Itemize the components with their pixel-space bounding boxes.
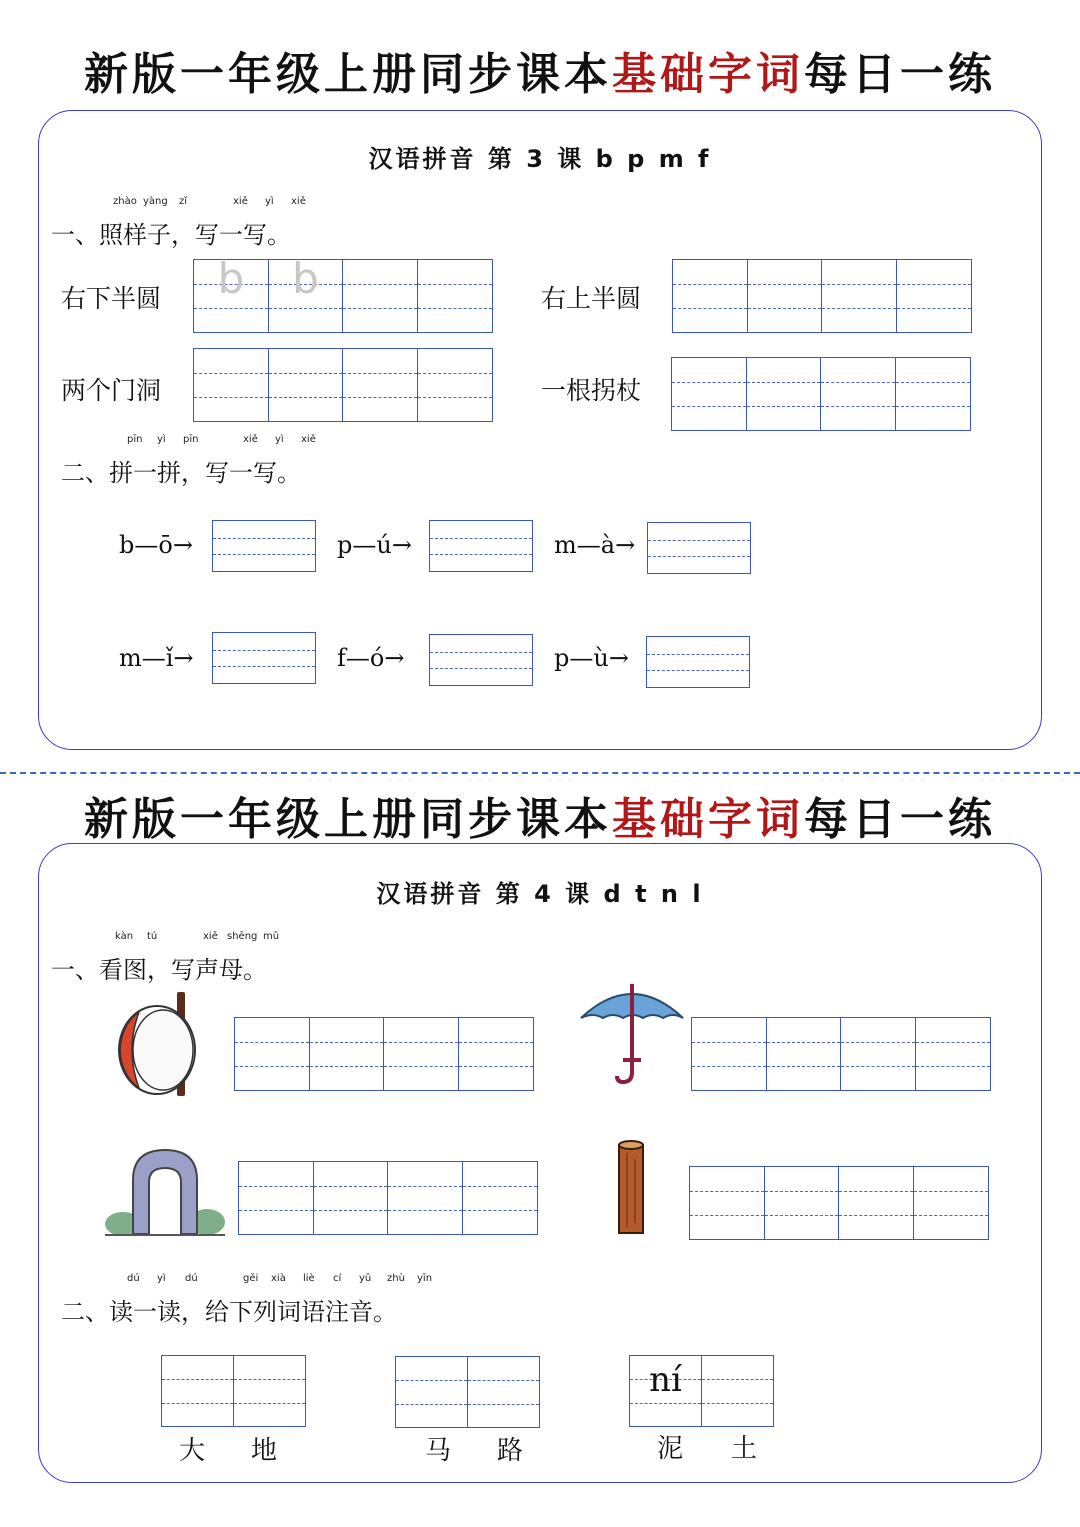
- banner-title-top: [0, 38, 1080, 102]
- answer-box[interactable]: [429, 634, 533, 686]
- writing-cell[interactable]: [193, 259, 269, 333]
- banner-highlight: 基础字词: [612, 49, 804, 100]
- pinyin-label: zhù: [387, 1273, 405, 1284]
- writing-cell[interactable]: [746, 357, 821, 431]
- pinyin-label: xiě: [233, 196, 248, 207]
- pinyin-box[interactable]: [395, 1356, 468, 1428]
- drum-image: [115, 990, 205, 1100]
- answer-box[interactable]: [212, 632, 316, 684]
- pinyin-label: yì: [157, 1273, 166, 1284]
- lesson4-section1-heading: [51, 931, 280, 985]
- pinyin-label: pīn: [127, 434, 143, 445]
- writing-cell[interactable]: [238, 1161, 314, 1235]
- writing-cell[interactable]: [462, 1161, 538, 1235]
- writing-cell[interactable]: [913, 1166, 989, 1240]
- writing-cell[interactable]: [895, 357, 971, 431]
- lesson3-card: [38, 110, 1042, 750]
- writing-cell[interactable]: [268, 259, 343, 333]
- pinyin-label: xià: [271, 1273, 286, 1284]
- spelling-expression: m—à→: [554, 531, 636, 559]
- word-char: 马: [425, 1436, 452, 1466]
- stroke-label: 右下半圆: [61, 284, 162, 313]
- writing-cell[interactable]: [896, 259, 972, 333]
- answer-box[interactable]: [647, 522, 751, 574]
- pinyin-label: xiě: [203, 931, 218, 942]
- pinyin-box[interactable]: [161, 1355, 234, 1427]
- writing-cell[interactable]: [915, 1017, 991, 1091]
- writing-cell[interactable]: [417, 348, 493, 422]
- pinyin-label: yì: [275, 434, 284, 445]
- pinyin-label: yì: [157, 434, 166, 445]
- writing-cell[interactable]: [383, 1017, 459, 1091]
- writing-cell[interactable]: [268, 348, 343, 422]
- banner-prefix: 新版一年级上册同步课本: [84, 49, 612, 100]
- lesson4-section2-heading: [61, 1273, 433, 1327]
- stroke-label: 右上半圆: [541, 284, 642, 313]
- pinyin-label: yì: [265, 196, 274, 207]
- writing-cell[interactable]: [764, 1166, 839, 1240]
- spelling-expression: f—ó→: [337, 644, 405, 672]
- pinyin-label: kàn: [115, 931, 134, 942]
- word-char: 泥: [657, 1434, 684, 1464]
- pinyin-answer: ní: [649, 1360, 682, 1400]
- banner-suffix: 每日一练: [804, 49, 996, 100]
- pinyin-label: cí: [333, 1273, 342, 1284]
- writing-cell[interactable]: [820, 357, 896, 431]
- answer-box[interactable]: [429, 520, 533, 572]
- arch-gate-image: [99, 1146, 229, 1240]
- section2-text: 二、拼一拼，写一写。: [61, 459, 301, 487]
- writing-cell[interactable]: [691, 1017, 767, 1091]
- banner-suffix: 每日一练: [804, 794, 996, 845]
- pinyin-label: xiě: [301, 434, 316, 445]
- lesson4-card: [38, 843, 1042, 1483]
- sample-letter: b: [217, 259, 245, 303]
- writing-cell[interactable]: [313, 1161, 388, 1235]
- writing-cell[interactable]: [193, 348, 269, 422]
- lesson4-title: 汉语拼音 第 4 课 d t n l: [376, 880, 704, 908]
- lesson3-title: 汉语拼音 第 3 课 b p m f: [368, 145, 712, 173]
- writing-cell[interactable]: [387, 1161, 463, 1235]
- sample-letter: b: [292, 259, 319, 303]
- lesson3-section2-heading: [61, 434, 316, 488]
- writing-cell[interactable]: [342, 259, 418, 333]
- pinyin-label: zhào: [113, 196, 137, 207]
- section1-text: 一、照样子，写一写。: [51, 221, 291, 249]
- pinyin-label: xiě: [291, 196, 306, 207]
- spelling-expression: b—ō→: [119, 531, 193, 559]
- wooden-post-image: [613, 1139, 649, 1237]
- lesson3-section1-heading: [51, 196, 306, 250]
- writing-cell[interactable]: [838, 1166, 914, 1240]
- stroke-label: 一根拐杖: [541, 376, 642, 405]
- writing-cell[interactable]: [234, 1017, 310, 1091]
- writing-cell[interactable]: [840, 1017, 916, 1091]
- stroke-label: 两个门洞: [61, 376, 162, 405]
- answer-box[interactable]: [212, 520, 316, 572]
- pinyin-label: shēng: [227, 931, 258, 942]
- pinyin-label: pīn: [183, 434, 199, 445]
- pinyin-box[interactable]: [467, 1356, 540, 1428]
- pinyin-label: dú: [127, 1273, 140, 1284]
- spelling-expression: p—ù→: [554, 644, 629, 672]
- banner-title-bottom: [0, 783, 1080, 847]
- pinyin-label: zǐ: [179, 196, 188, 207]
- spelling-expression: p—ú→: [337, 531, 412, 559]
- pinyin-label: liè: [303, 1273, 315, 1284]
- writing-cell[interactable]: [417, 259, 493, 333]
- pinyin-box[interactable]: [629, 1355, 702, 1427]
- pinyin-label: yàng: [143, 196, 168, 207]
- writing-cell[interactable]: [342, 348, 418, 422]
- banner-highlight: 基础字词: [612, 794, 804, 845]
- pinyin-label: dú: [185, 1273, 198, 1284]
- page-separator: [0, 772, 1080, 774]
- pinyin-label: xiě: [243, 434, 258, 445]
- pinyin-label: tú: [147, 931, 158, 942]
- word-char: 土: [731, 1434, 758, 1464]
- writing-cell[interactable]: [309, 1017, 384, 1091]
- writing-cell[interactable]: [671, 357, 747, 431]
- pinyin-box[interactable]: [701, 1355, 774, 1427]
- writing-cell[interactable]: [747, 259, 822, 333]
- pinyin-label: yīn: [417, 1273, 433, 1284]
- word-char: 大: [179, 1436, 206, 1466]
- pinyin-label: mǔ: [263, 931, 280, 942]
- section2-text: 二、读一读，给下列词语注音。: [61, 1298, 397, 1326]
- banner-prefix: 新版一年级上册同步课本: [84, 794, 612, 845]
- section1-text: 一、看图，写声母。: [51, 956, 267, 984]
- writing-cell[interactable]: [672, 259, 748, 333]
- writing-cell[interactable]: [458, 1017, 534, 1091]
- answer-box[interactable]: [646, 636, 750, 688]
- umbrella-image: [577, 976, 687, 1088]
- spelling-expression: m—ǐ→: [119, 644, 194, 672]
- writing-cell[interactable]: [821, 259, 897, 333]
- word-char: 路: [497, 1436, 524, 1466]
- writing-cell[interactable]: [766, 1017, 841, 1091]
- writing-cell[interactable]: [689, 1166, 765, 1240]
- word-char: 地: [251, 1436, 278, 1466]
- pinyin-box[interactable]: [233, 1355, 306, 1427]
- pinyin-label: yǔ: [359, 1273, 372, 1284]
- pinyin-label: gěi: [243, 1273, 259, 1284]
